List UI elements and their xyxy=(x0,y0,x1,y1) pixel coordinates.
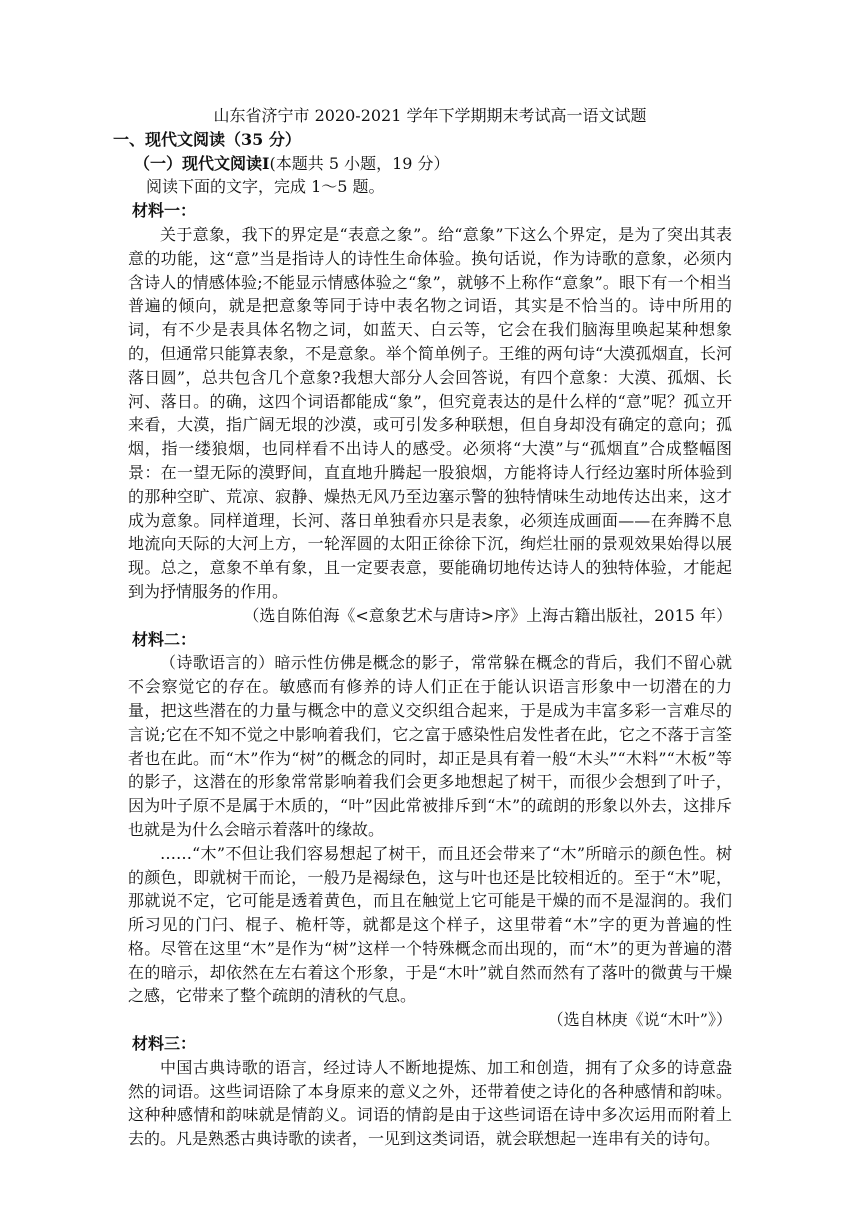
material-2-paragraph-2: ……“木”不但让我们容易想起了树干，而且还会带来了“木”所暗示的颜色性。树的颜色，即就树干而论，一般乃是褐绿色，这与叶也还是比较相近的。至于“木”呢，那就说不定，它可能是透着黄色，而且在触觉上它可能是干燥的而不是湿润的。我们所习见的门闩、棍子、桅杆等，就都是这个样子，这里带着“木”字的更为普遍的性格。尽管在这里“木”是作为“树”这样一个特殊概念而出现的，而“木”的更为普遍的潜在的暗示，却依然在左右着这个形象，于是“木叶”就自然而然有了落叶的微黄与干燥之感，它带来了整个疏朗的清秋的气息。 xyxy=(128,843,732,1006)
material-3-paragraph: 中国古典诗歌的语言，经过诗人不断地提炼、加工和创造，拥有了众多的诗意盎然的词语。这些词语除了本身原来的意义之外，还带着使之诗化的各种感情和韵味。这种种感情和韵味就是情韵义。词语的情韵是由于这些词语在诗中多次运用而附着上去的。凡是熟悉古典诗歌的读者，一见到这类词语，就会联想起一连串有关的诗句。 xyxy=(128,1057,732,1149)
section-heading: 一、现代文阅读（35 分） xyxy=(113,129,301,149)
subsection-label: （一）现代文阅读Ⅰ xyxy=(134,153,270,173)
instruction-text: 阅读下面的文字，完成 1～5 题。 xyxy=(146,177,385,197)
subsection-heading xyxy=(134,152,732,176)
subsection-note: (本题共 5 小题，19 分） xyxy=(269,153,450,173)
exam-title: 山东省济宁市 2020-2021 学年下学期期末考试高一语文试题 xyxy=(213,106,647,125)
material-1-paragraph: 关于意象，我下的界定是“表意之象”。给“意象”下这么个界定，是为了突出其表意的功能，这“意”当是指诗人的诗性生命体验。换句话说，作为诗歌的意象，必须内含诗人的情感体验;不能显示情感体验之“象”，就够不上称作“意象”。眼下有一个相当普遍的倾向，就是把意象等同于诗中表名物之词语，其实是不恰当的。诗中所用的词，有不少是表具体名物之词，如蓝天、白云等，它会在我们脑海里唤起某种想象的，但通常只能算表象，不是意象。举个简单例子。王维的两句诗“大漠孤烟直，长河落日圆”，总共包含几个意象?我想大部分人会回答说，有四个意象：大漠、孤烟、长河、落日。的确，这四个词语都能成“象”，但究竟表达的是什么样的“意”呢？孤立开来看，大漠，指广阔无垠的沙漠，或可引发多种联想，但自身却没有确定的意向；孤烟，指一缕狼烟，也同样看不出诗人的感受。必须将“大漠”与“孤烟直”合成整幅图景：在一望无际的漠野间，直直地升腾起一股狼烟，方能将诗人行经边塞时所体验到的那种空旷、荒凉、寂静、燥热无风乃至边塞示警的独特情味生动地传达出来，这才成为意象。同样道理，长河、落日单独看亦只是表象，必须连成画面——在奔腾不息地流向天际的大河上方，一轮浑圆的太阳正徐徐下沉，绚烂壮丽的景观效果始得以展现。总之，意象不单有象，且一定要表意，要能确切地传达诗人的独特体验，才能起到为抒情服务的作用。 xyxy=(128,224,732,601)
material-1-source: （选自陈伯海《<意象艺术与唐诗>序》上海古籍出版社，2015 年） xyxy=(243,605,732,625)
material-2-paragraph-1: （诗歌语言的）暗示性仿佛是概念的影子，常常躲在概念的背后，我们不留心就不会察觉它的存在。敏感而有修养的诗人们正在于能认识语言形象中一切潜在的力量，把这些潜在的力量与概念中的意义交织组合起来，于是成为丰富多彩一言难尽的言说;它在不知不觉之中影响着我们，它之富于感染性启发性者在此，它之不落于言筌者也在此。而“木”作为“树”的概念的同时，却正是具有着一般“木头”“木料”“木板”等的影子，这潜在的形象常常影响着我们会更多地想起了树干，而很少会想到了叶子，因为叶子原不是属于木质的，“叶”因此常被排斥到“木”的疏朗的形象以外去，这排斥也就是为什么会暗示着落叶的缘故。 xyxy=(128,653,732,839)
document-body xyxy=(113,104,732,1151)
material-1-label: 材料一： xyxy=(132,201,197,221)
material-2-label: 材料二： xyxy=(132,629,197,649)
material-2-source: （选自林庚《说“木叶”》） xyxy=(547,1010,732,1030)
material-3-label: 材料三： xyxy=(132,1034,197,1054)
